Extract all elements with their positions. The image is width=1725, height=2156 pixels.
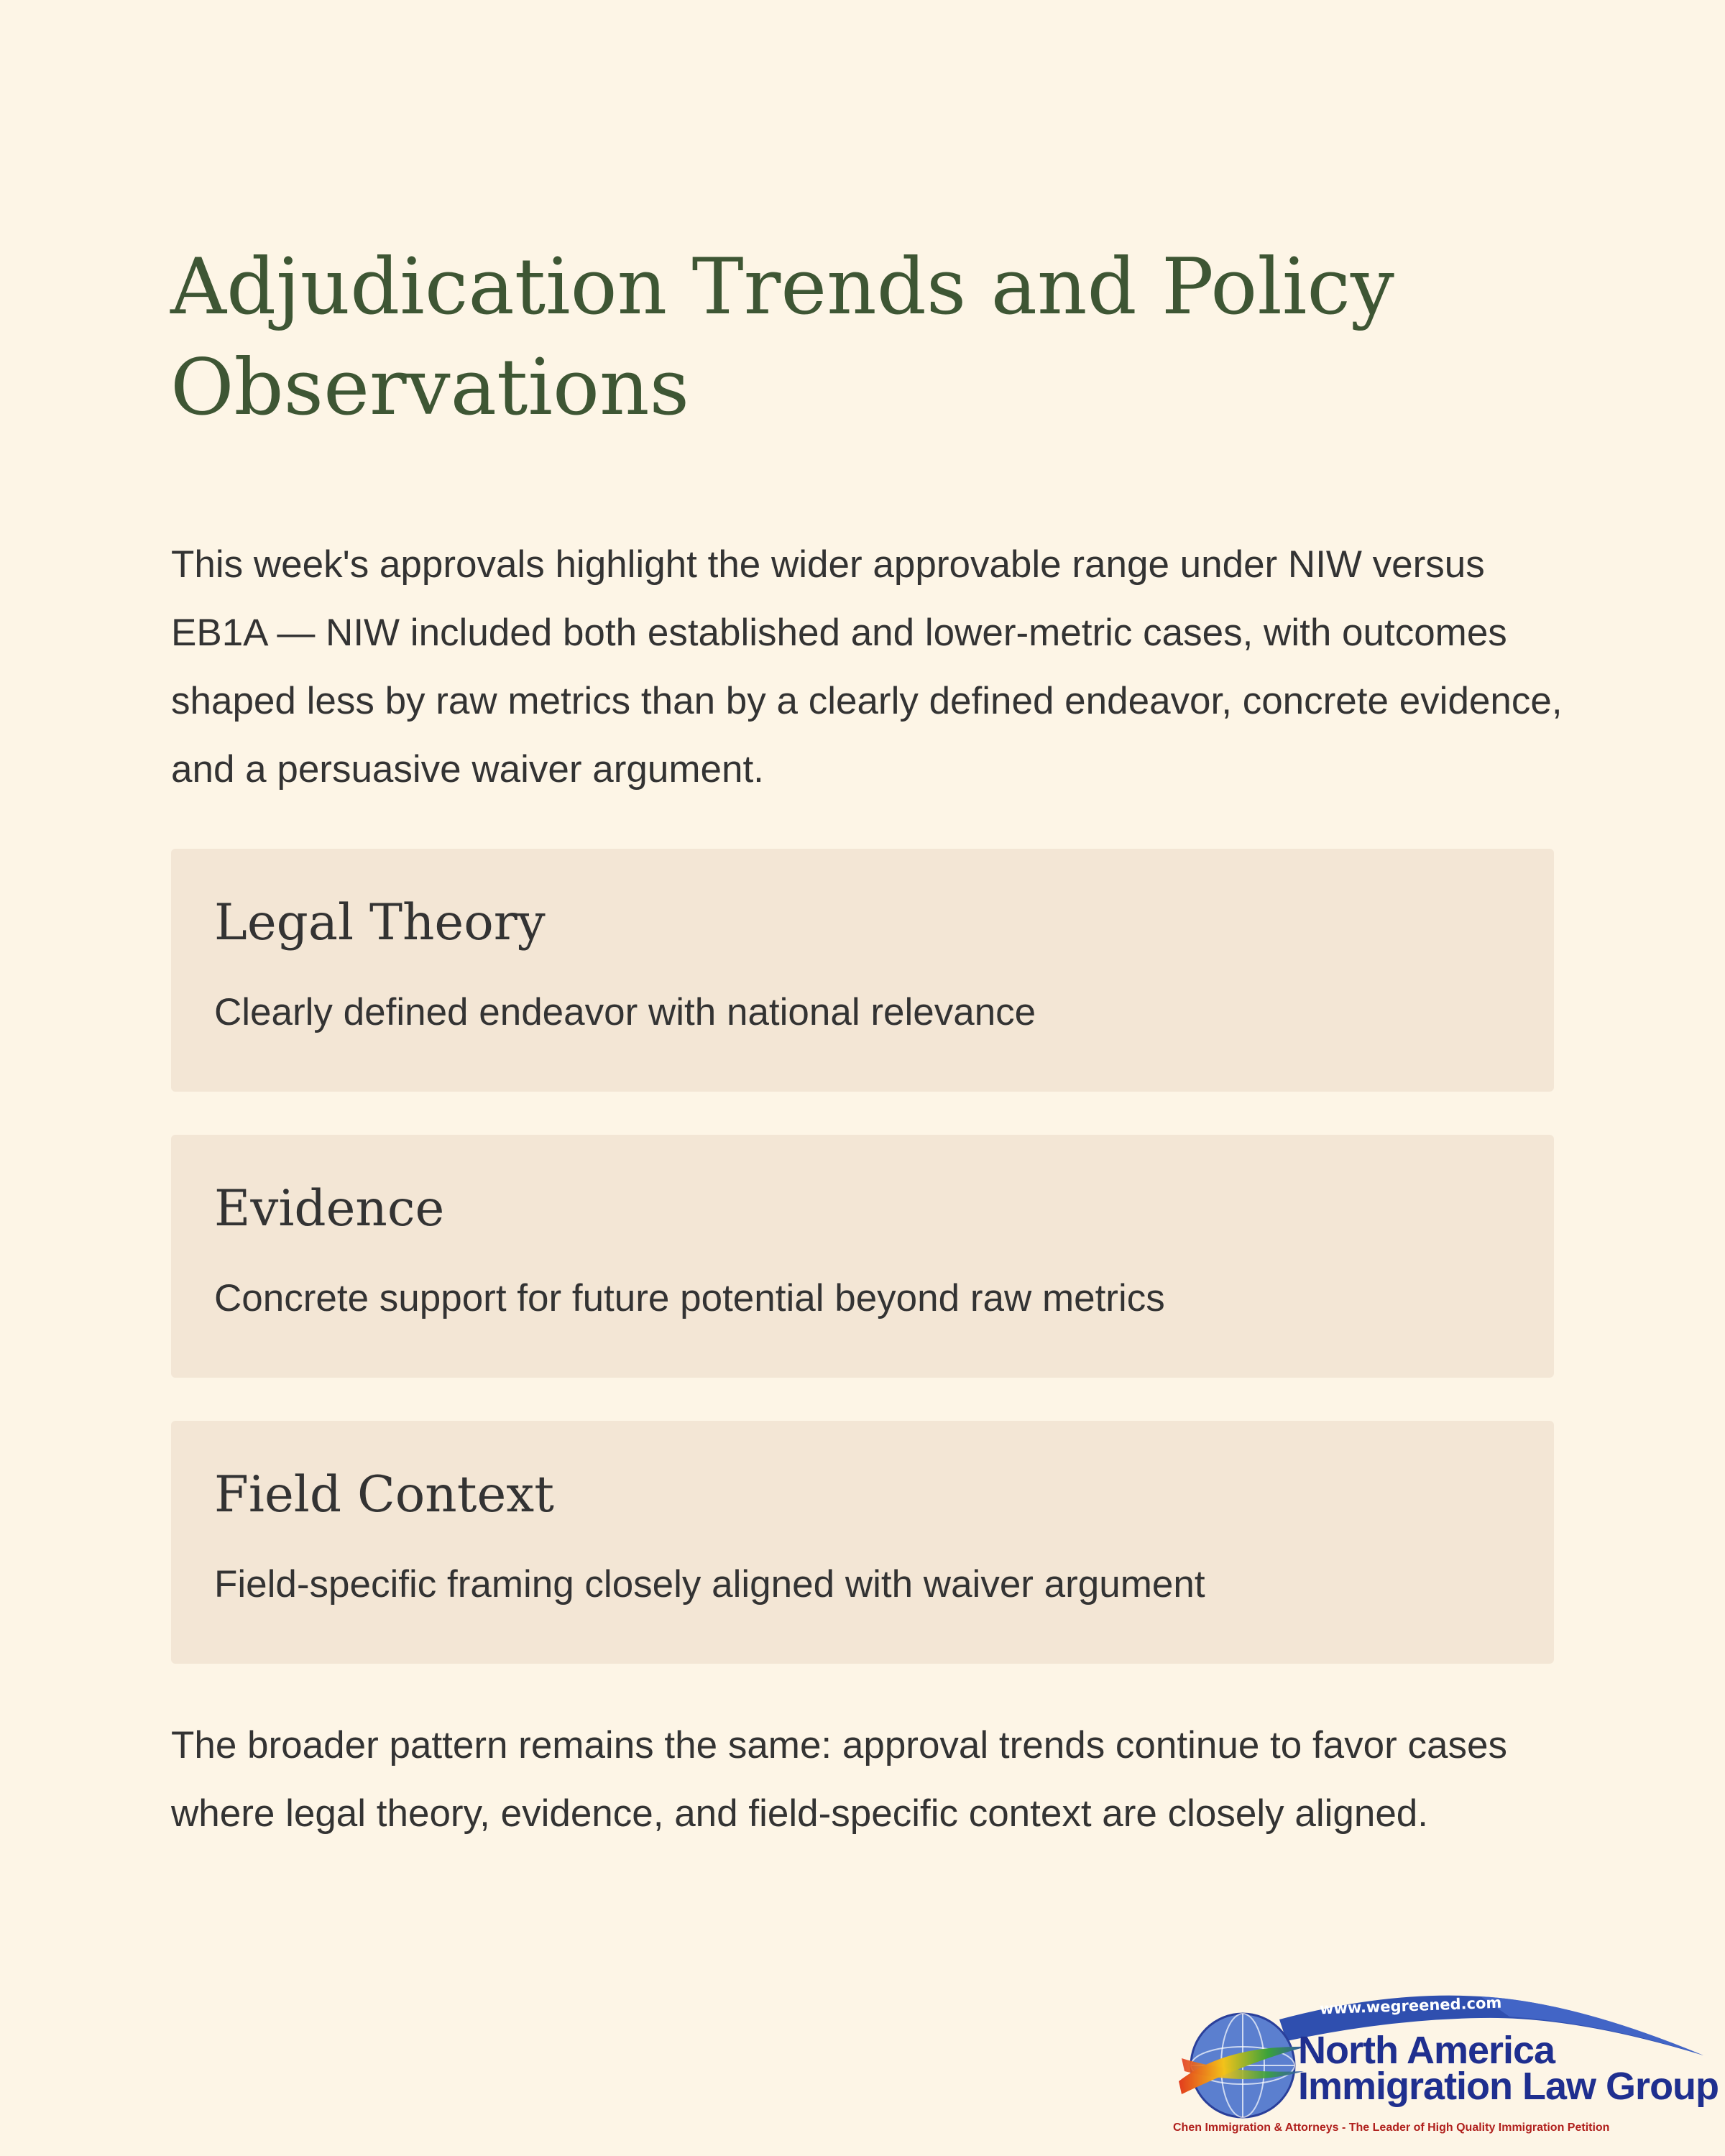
card-legal-theory bbox=[171, 849, 1554, 1092]
closing-paragraph: The broader pattern remains the same: approval trends continue to favor cases where legal theory, evidence, and field-specific context are closely aligned. bbox=[171, 1724, 1507, 1835]
card-evidence bbox=[171, 1135, 1554, 1378]
page-title: Adjudication Trends and Policy Observations bbox=[170, 242, 1394, 433]
card-description: Field-specific framing closely aligned with waiver argument bbox=[214, 1563, 1205, 1606]
card-description: Concrete support for future potential beyond raw metrics bbox=[214, 1277, 1165, 1319]
card-field-context bbox=[171, 1421, 1554, 1664]
logo-name-line1: North America bbox=[1298, 2029, 1555, 2072]
globe-icon bbox=[1174, 2002, 1311, 2124]
card-title: Legal Theory bbox=[214, 894, 546, 952]
card-title: Field Context bbox=[214, 1466, 554, 1524]
logo-url: www.wegreened.com bbox=[1319, 1994, 1502, 2018]
card-description: Clearly defined endeavor with national relevance bbox=[214, 991, 1036, 1033]
company-logo bbox=[1172, 1991, 1718, 2150]
intro-paragraph: This week's approvals highlight the wider approvable range under NIW versus EB1A — NIW included both established and lower-metric cases, with outcomes shaped less by raw metrics than by a clearly defined endeavor, concrete evidence, and a persuasive waiver argument. bbox=[171, 543, 1563, 791]
logo-name-line2: Immigration Law Group bbox=[1298, 2065, 1719, 2108]
card-title: Evidence bbox=[214, 1180, 445, 1238]
logo-tagline: Chen Immigration & Attorneys - The Leader of High Quality Immigration Petition bbox=[1173, 2122, 1610, 2134]
